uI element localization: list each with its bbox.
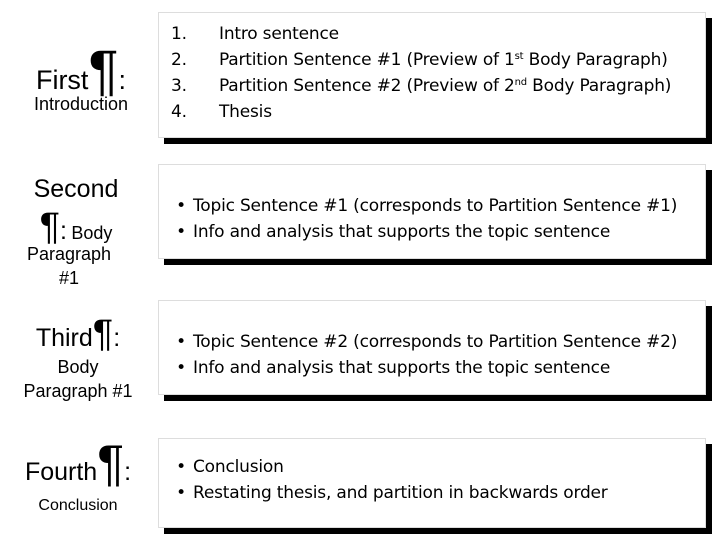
list-text: Intro sentence xyxy=(219,24,339,44)
bullet-icon: • xyxy=(176,483,186,503)
bullet-icon: • xyxy=(176,332,186,352)
section-2-word: Second xyxy=(33,175,119,203)
section-4-label xyxy=(6,435,150,516)
list-item xyxy=(171,47,705,73)
list-text: Info and analysis that supports the topic sentence xyxy=(193,222,611,242)
list-item xyxy=(171,73,705,99)
list-text: Thesis xyxy=(219,102,272,122)
section-3-label xyxy=(6,313,150,403)
section-3-word: Third xyxy=(35,324,93,352)
list-marker: 3. xyxy=(171,76,187,96)
section-2-colon: : xyxy=(59,217,67,245)
list-item xyxy=(171,21,705,47)
section-1-label xyxy=(6,38,156,115)
section-1-colon: : xyxy=(118,65,127,95)
list-text: Info and analysis that supports the topic sentence xyxy=(193,358,611,378)
section-2-sub-inline: Body xyxy=(71,223,113,243)
section-1-sub: Introduction xyxy=(33,94,129,114)
list-item xyxy=(169,454,705,480)
list-item xyxy=(169,219,705,245)
section-4-word: Fourth xyxy=(24,458,98,486)
list-text: Topic Sentence #2 (corresponds to Partition Sentence #2) xyxy=(193,332,678,352)
pilcrow-icon: ¶ xyxy=(92,313,114,355)
list-marker: 1. xyxy=(171,24,187,44)
section-3-box xyxy=(158,300,706,395)
list-text: Partition Sentence #1 (Preview of 1st Body Paragraph) xyxy=(219,50,668,70)
list-marker: 2. xyxy=(171,50,187,70)
section-1-box xyxy=(158,12,706,138)
list-item xyxy=(171,99,705,125)
section-4-colon: : xyxy=(124,458,132,486)
list-text: Partition Sentence #2 (Preview of 2nd Body Paragraph) xyxy=(219,76,672,96)
section-2-sub: Paragraph #1 xyxy=(26,244,112,288)
section-1-word: First xyxy=(35,65,89,95)
list-item xyxy=(169,355,705,381)
section-3-colon: : xyxy=(113,324,121,352)
section-2-label xyxy=(6,174,146,290)
bullet-icon: • xyxy=(176,457,186,477)
bullet-icon: • xyxy=(176,222,186,242)
bullet-icon: • xyxy=(176,358,186,378)
list-marker: 4. xyxy=(171,102,187,122)
list-item xyxy=(169,329,705,355)
list-item xyxy=(169,480,705,506)
pilcrow-icon: ¶ xyxy=(88,38,119,101)
list-text: Restating thesis, and partition in backwards order xyxy=(193,483,608,503)
pilcrow-icon: ¶ xyxy=(39,206,60,248)
list-text: Topic Sentence #1 (corresponds to Partition Sentence #1) xyxy=(193,196,678,216)
list-text: Conclusion xyxy=(193,457,284,477)
bullet-icon: • xyxy=(176,196,186,216)
section-2-box xyxy=(158,164,706,259)
section-4-box xyxy=(158,438,706,528)
section-4-sub: Conclusion xyxy=(38,497,118,514)
section-3-sub: Body Paragraph #1 xyxy=(23,357,133,401)
list-item xyxy=(169,193,705,219)
pilcrow-icon: ¶ xyxy=(97,435,125,491)
